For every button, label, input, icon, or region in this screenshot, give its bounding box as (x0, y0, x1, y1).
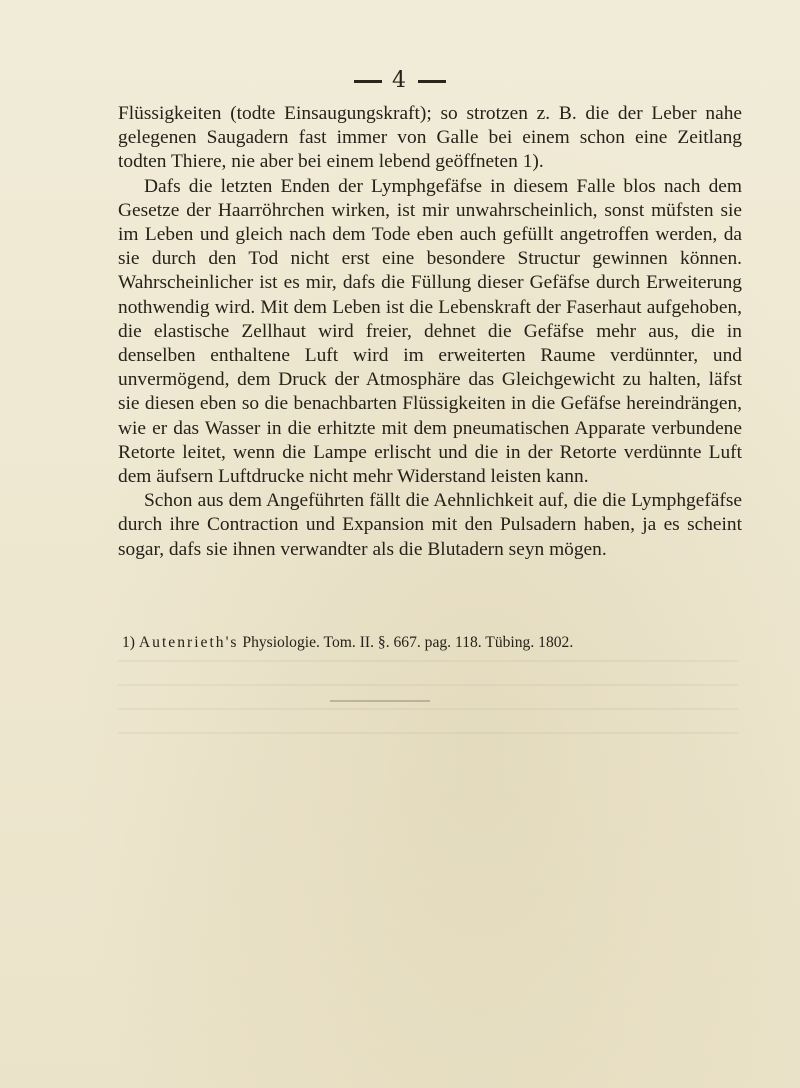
page-number-dash-left (354, 80, 382, 83)
page-number-value: 4 (392, 68, 408, 93)
paragraph-1: Flüssigkeiten (todte Einsaugungskraft); so strotzen z. B. die der Leber nahe gelegenen Saugadern fast immer von Galle bei einem schon eine Zeitlang todten Thiere, nie aber bei einem lebend geöffneten 1). (118, 103, 742, 173)
body-text (118, 102, 742, 562)
footnote (122, 633, 722, 653)
show-through-rule (330, 700, 430, 702)
page-number-dash-right (418, 80, 446, 83)
footnote-reference: Physiologie. Tom. II. §. 667. pag. 118. Tübing. 1802. (242, 634, 574, 651)
footnote-marker: 1) (122, 634, 135, 651)
paragraph-2: Dafs die letzten Enden der Lymphgefäfse in diesem Falle blos nach dem Gesetze der Haarröhrchen wirken, ist mir unwahrscheinlich, sonst müfsten sie im Leben und gleich nach dem Tode eben auch gefüllt angetroffen werden, da sie durch den Tod nicht erst eine besondere Structur gewinnen können. Wahrscheinlicher ist es mir, dafs die Füllung dieser Gefäfse durch Erweiterung nothwendig wird. Mit dem Leben ist die Lebenskraft der Faserhaut aufgehoben, die elastische Zellhaut wird freier, dehnet die Gefäfse mehr aus, die in denselben enthaltene Luft wird im erweiterten Raume verdünnter, und unvermögend, dem Druck der Atmosphäre das Gleichgewicht zu halten, läfst sie diesen eben so die benachbarten Flüssigkeiten in die Gefäfse hereindrängen, wie er das Wasser in die erhitzte mit dem pneumatischen Apparate verbundene Retorte leitet, wenn die Lampe erlischt und die in der Retorte verdünnte Luft dem äufsern Luftdrucke nicht mehr Widerstand leisten kann. (118, 175, 742, 488)
show-through-from-reverse (118, 660, 738, 750)
paragraph-3: Schon aus dem Angeführten fällt die Aehnlichkeit auf, die die Lymphgefäfse durch ihre Contraction und Expansion mit den Pulsadern haben, ja es scheint sogar, dafs sie ihnen verwandter als die Blutadern seyn mögen. (118, 490, 742, 560)
page-number (0, 68, 800, 93)
footnote-author: Autenrieth's (138, 634, 239, 651)
